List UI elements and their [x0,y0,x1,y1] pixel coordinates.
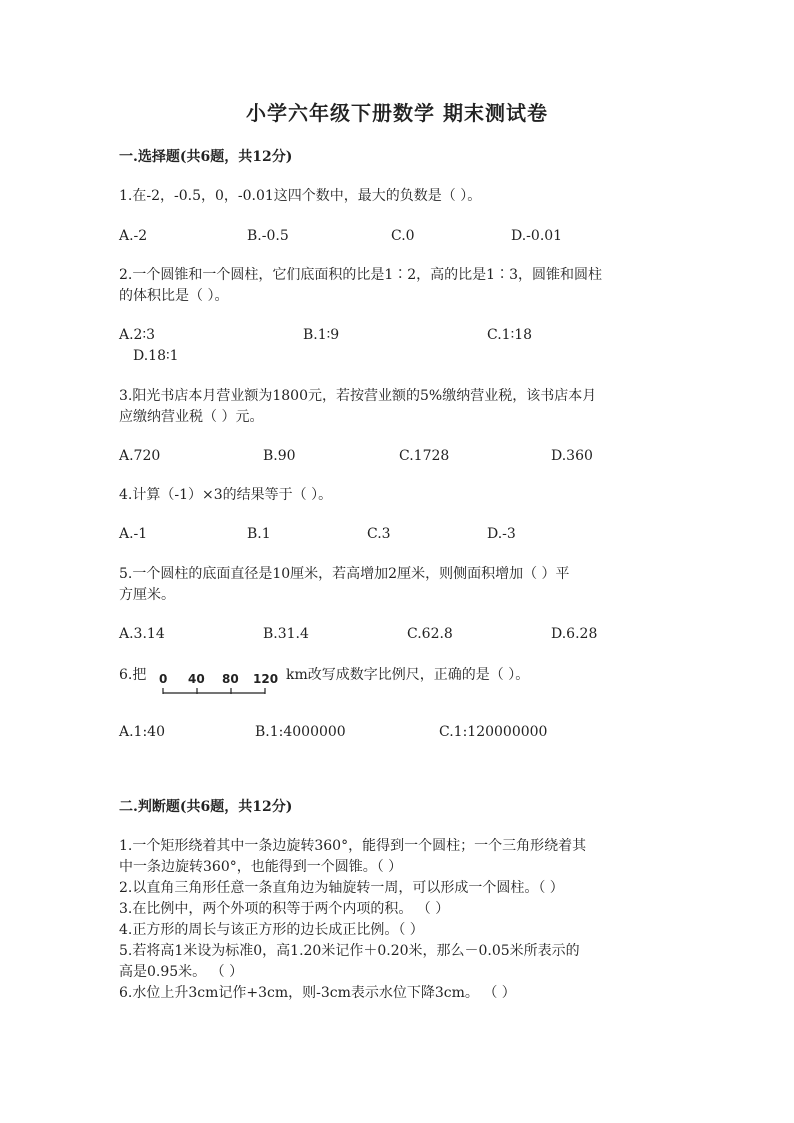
judgment-line: 1.一个矩形绕着其中一条边旋转360°，能得到一个圆柱；一个三角形绕着其 [119,838,587,854]
q5-option-d: D.6.28 [551,626,598,642]
line-scale-bar [157,672,279,698]
q3-option-a: A.720 [119,448,161,464]
question-5-line-2: 方厘米。 [119,587,175,603]
q3-option-b: B.90 [263,448,296,464]
judgment-line: 3.在比例中，两个外项的积等于两个内项的积。 （ ） [119,901,450,917]
q1-option-a: A.-2 [119,228,148,244]
q2-option-c: C.1∶18 [487,327,533,343]
q2-option-d: D.18∶1 [133,348,179,364]
q4-option-d: D.-3 [487,526,516,542]
scale-label-40: 40 [188,672,205,686]
judgment-line: 高是0.95米。 （ ） [119,964,244,980]
q6-option-c: C.1:120000000 [439,724,548,740]
question-4: 4.计算（-1）×3的结果等于（ ）。 [119,487,333,503]
question-2-line-2: 的体积比是（ ）。 [119,288,229,304]
question-6-suffix: km改写成数字比例尺，正确的是（ ）。 [286,667,530,683]
scale-label-120: 120 [253,672,279,686]
judgment-line: 4.正方形的周长与该正方形的边长成正比例。（ ） [119,922,424,938]
judgment-line: 5.若将高1米设为标准0，高1.20米记作＋0.20米，那么－0.05米所表示的 [119,943,580,959]
question-5-line-1: 5.一个圆柱的底面直径是10厘米，若高增加2厘米，则侧面积增加（ ）平 [119,566,570,582]
q2-option-a: A.2∶3 [119,327,156,343]
scale-bar-line [157,672,279,698]
q4-option-c: C.3 [367,526,391,542]
q5-option-b: B.31.4 [263,626,309,642]
scale-label-80: 80 [222,672,239,686]
scale-label-0: 0 [159,672,168,686]
question-2-line-1: 2.一个圆锥和一个圆柱，它们底面积的比是1∶2，高的比是1∶3，圆锥和圆柱 [119,267,602,283]
page-title: 小学六年级下册数学 期末测试卷 [246,101,548,125]
q1-option-b: B.-0.5 [247,228,289,244]
question-6-prefix: 6.把 [119,667,147,683]
judgment-line: 2.以直角三角形任意一条直角边为轴旋转一周，可以形成一个圆柱。（ ） [119,880,564,896]
question-3-line-1: 3.阳光书店本月营业额为1800元，若按营业额的5%缴纳营业税，该书店本月 [119,388,597,404]
question-3-line-2: 应缴纳营业税（ ）元。 [119,409,264,425]
q5-option-a: A.3.14 [119,626,165,642]
judgment-line: 6.水位上升3cm记作+3cm，则-3cm表示水位下降3cm。 （ ） [119,985,516,1001]
q4-option-b: B.1 [247,526,271,542]
q3-option-d: D.360 [551,448,593,464]
section-heading-choice: 一.选择题(共6题，共12分) [119,149,293,165]
q2-option-b: B.1∶9 [303,327,340,343]
question-1: 1.在-2，-0.5，0，-0.01这四个数中，最大的负数是（ ）。 [119,188,482,204]
section-heading-judgment: 二.判断题(共6题，共12分) [119,799,293,815]
q4-option-a: A.-1 [119,526,148,542]
judgment-line: 中一条边旋转360°，也能得到一个圆锥。（ ） [119,859,403,875]
q1-option-c: C.0 [391,228,415,244]
q6-option-b: B.1:4000000 [255,724,346,740]
q6-option-a: A.1:40 [119,724,165,740]
q1-option-d: D.-0.01 [511,228,563,244]
q5-option-c: C.62.8 [407,626,453,642]
q3-option-c: C.1728 [399,448,450,464]
